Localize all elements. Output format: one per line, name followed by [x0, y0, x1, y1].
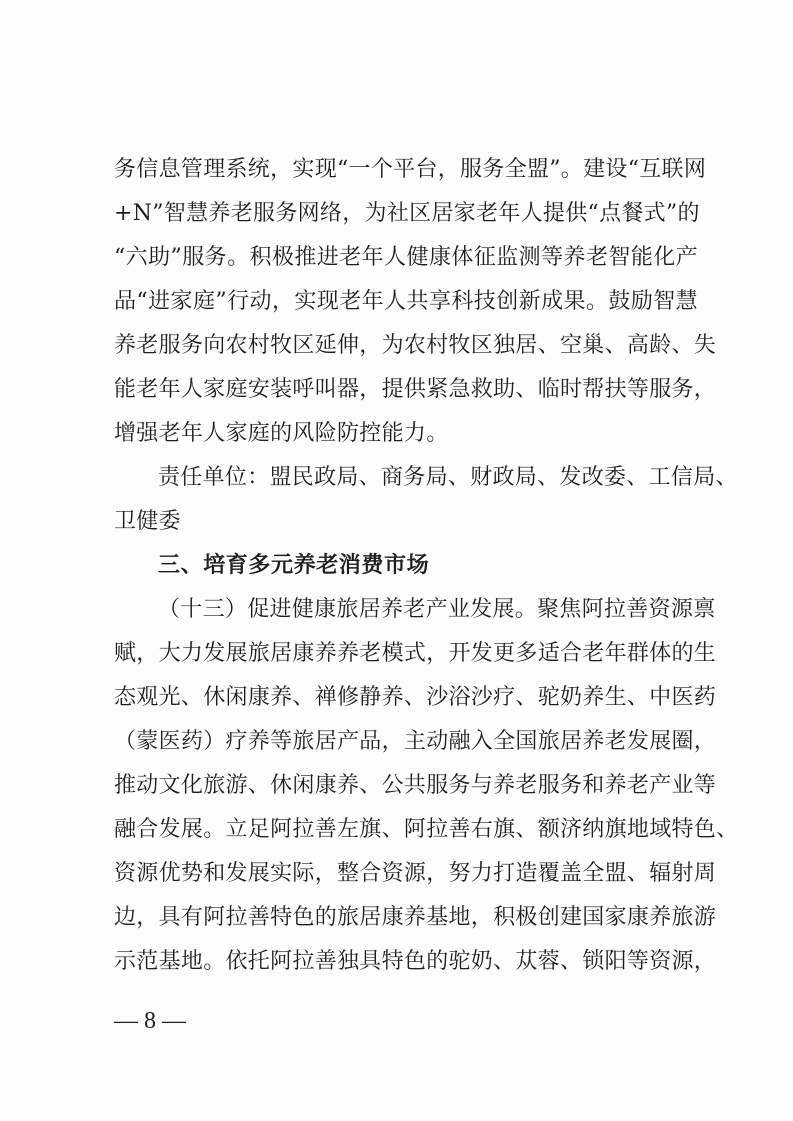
responsible-units-continued: 卫健委 — [114, 509, 181, 534]
body-text-line-2: +N”智慧养老服务网络，为社区居家老年人提供“点餐式”的 — [114, 201, 700, 226]
responsible-units-line: 责任单位：盟民政局、商务局、财政局、发改委、工信局、 — [158, 465, 738, 490]
body-text-line-14: （蒙医药）疗养等旅居产品，主动融入全国旅居养老发展圈， — [114, 729, 717, 754]
subsection-first-line: （十三）促进健康旅居养老产业发展。聚焦阿拉善资源禀 — [158, 597, 716, 622]
body-text-line-5: 养老服务向农村牧区延伸，为农村牧区独居、空巢、高龄、失 — [114, 333, 717, 358]
section-heading: 三、培育多元养老消费市场 — [158, 553, 430, 578]
body-text-line-7: 增强老年人家庭的风险防控能力。 — [114, 421, 449, 446]
body-text-line-6: 能老年人家庭安装呼叫器，提供紧急救助、临时帮扶等服务， — [114, 377, 717, 402]
body-text-line-12: 赋，大力发展旅居康养养老模式，开发更多适合老年群体的生 — [114, 641, 717, 666]
body-text-line-15: 推动文化旅游、休闲康养、公共服务与养老服务和养老产业等 — [114, 773, 717, 798]
body-text-line-4: 品“进家庭”行动，实现老年人共享科技创新成果。鼓励智慧 — [114, 289, 698, 314]
body-text-line-16: 融合发展。立足阿拉善左旗、阿拉善右旗、额济纳旗地域特色、 — [114, 817, 739, 842]
body-text-line-3: “六助”服务。积极推进老年人健康体征监测等养老智能化产 — [114, 245, 698, 270]
body-text-line-18: 边，具有阿拉善特色的旅居康养基地，积极创建国家康养旅游 — [114, 905, 717, 930]
body-text-line-1: 务信息管理系统，实现“一个平台，服务全盟”。建设“互联网 — [114, 157, 707, 182]
body-text-line-17: 资源优势和发展实际，整合资源，努力打造覆盖全盟、辐射周 — [114, 861, 717, 886]
body-text-line-13: 态观光、休闲康养、禅修静养、沙浴沙疗、驼奶养生、中医药 — [114, 685, 717, 710]
body-text-line-19: 示范基地。依托阿拉善独具特色的驼奶、苁蓉、锁阳等资源， — [114, 949, 717, 974]
page-number: — 8 — — [114, 1008, 186, 1034]
